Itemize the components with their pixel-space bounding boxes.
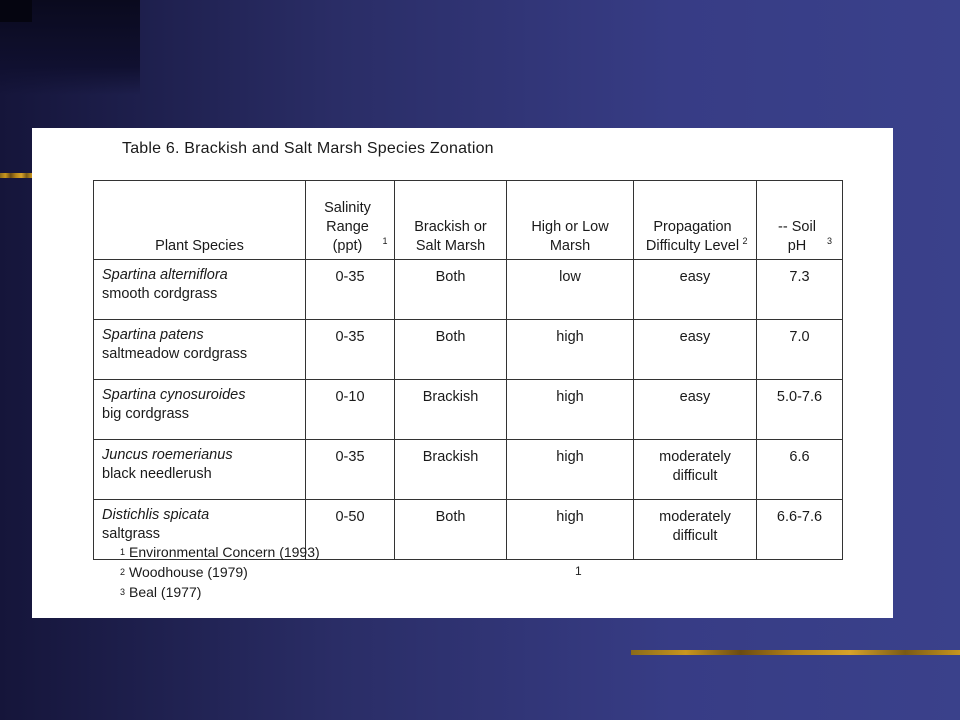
marsh-type-cell: Both [395,320,507,380]
zonation-table [93,180,843,560]
header-soil-ph [757,181,843,260]
footnote [120,582,320,602]
salinity-cell: 0-35 [306,320,395,380]
header-zone [507,181,634,260]
ph-cell: 7.0 [757,320,843,380]
zone-cell: high [507,320,634,380]
species-cell [94,380,306,440]
footnote-number: 1 [120,547,126,557]
table-row [94,380,843,440]
footnote-text: Woodhouse (1979) [129,564,248,580]
difficulty-text: moderately difficult [659,449,731,484]
common-name: saltgrass [102,526,161,542]
footnote-number: 2 [120,567,126,577]
difficulty-cell [634,500,757,560]
difficulty-cell: easy [634,260,757,320]
footnote-ref: 2 [742,236,748,247]
header-marsh-type [395,181,507,260]
salinity-cell: 0-35 [306,440,395,500]
header-label: Salinity Range (ppt) [324,200,371,254]
zone-cell: high [507,500,634,560]
marsh-type-cell: Both [395,260,507,320]
footnote-ref: 3 [826,236,832,247]
marsh-type-cell: Both [395,500,507,560]
marsh-type-cell: Brackish [395,440,507,500]
footnote-text: Environmental Concern (1993) [129,544,320,560]
salinity-cell: 0-35 [306,260,395,320]
salinity-cell: 0-50 [306,500,395,560]
zone-cell: low [507,260,634,320]
ph-cell: 6.6 [757,440,843,500]
header-label: -- Soil pH [778,219,816,254]
salinity-cell: 0-10 [306,380,395,440]
header-label: Plant Species [155,238,244,254]
header-label: Propagation Difficulty Level [645,219,740,254]
scientific-name: Spartina alterniflora [102,267,228,283]
footnote [120,562,320,582]
footnote-ref: 1 [382,236,388,247]
scientific-name: Spartina cynosuroides [102,387,246,403]
ph-cell: 5.0-7.6 [757,380,843,440]
header-label: High or Low Marsh [531,219,609,254]
common-name: saltmeadow cordgrass [102,346,248,362]
common-name: smooth cordgrass [102,286,218,302]
header-row [94,181,843,260]
scientific-name: Spartina patens [102,327,204,343]
table-row [94,440,843,500]
header-salinity [306,181,395,260]
difficulty-cell: easy [634,320,757,380]
difficulty-text: moderately difficult [659,509,731,544]
scientific-name: Juncus roemerianus [102,447,233,463]
header-plant-species [94,181,306,260]
species-cell [94,320,306,380]
accent-stripe-left [0,173,32,178]
common-name: black needlerush [102,466,212,482]
stray-scan-mark: 1 [575,564,582,578]
ph-cell: 6.6-7.6 [757,500,843,560]
zone-cell: high [507,440,634,500]
species-cell [94,260,306,320]
ph-cell: 7.3 [757,260,843,320]
marsh-type-cell: Brackish [395,380,507,440]
scanned-document [32,128,893,618]
footnote-text: Beal (1977) [129,584,202,600]
accent-stripe-right [631,650,960,655]
footnote-number: 3 [120,587,126,597]
common-name: big cordgrass [102,406,190,422]
difficulty-cell: easy [634,380,757,440]
footnotes [120,542,320,602]
header-difficulty [634,181,757,260]
table-row [94,260,843,320]
difficulty-cell [634,440,757,500]
header-label: Brackish or Salt Marsh [414,219,487,254]
footnote [120,542,320,562]
table-title: Table 6. Brackish and Salt Marsh Species Zonation [122,140,494,157]
scientific-name: Distichlis spicata [102,507,210,523]
corner-notch [0,0,32,22]
zone-cell: high [507,380,634,440]
species-cell [94,440,306,500]
table-row [94,320,843,380]
